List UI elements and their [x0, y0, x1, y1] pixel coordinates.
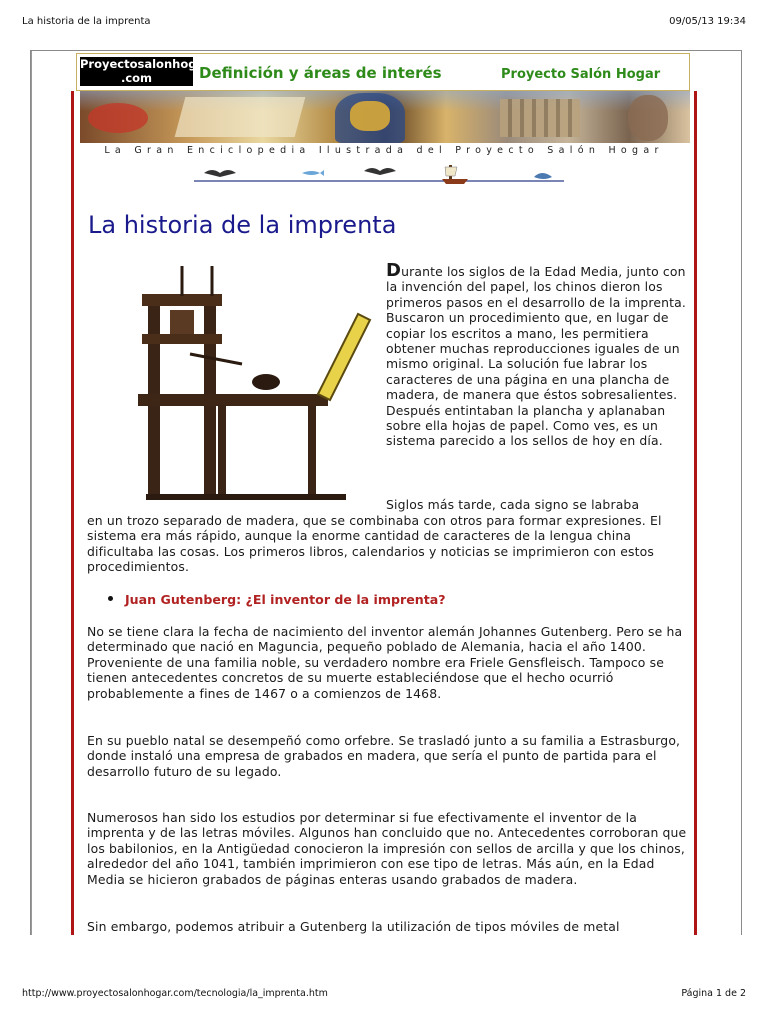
p4-text: En su pueblo natal se desempeñó como orfebre. Se trasladó junto a su familia a Estrasburgo, donde instaló una empresa de grabados en madera, que sería el punto de partida para el desarrollo futuro de su legado. — [87, 733, 681, 779]
site-logo[interactable] — [80, 57, 210, 86]
print-header — [22, 16, 746, 30]
print-footer-page: Página 1 de 2 — [681, 988, 746, 999]
page-frame — [30, 50, 742, 935]
intro-text: urante los siglos de la Edad Media, junto con la invención del papel, los chinos dieron los primeros pasos en el desarrollo de la imprenta. Buscaron un procedimiento que, en lugar de copiar los escritos a mano, les permitiera obtener muchas reproducciones iguales de un mismo original. La solución fue labrar los caracteres de una página en una plancha de madera, de manera que éstos sobresalientes. Después entintaban la plancha y aplanaban sobre ella hojas de papel. Como ves, es un sistema parecido a los sellos de hoy en día. — [386, 264, 686, 449]
bird-icon — [204, 170, 236, 177]
bird-icon — [364, 168, 396, 175]
site-brand-link[interactable]: Proyecto Salón Hogar — [501, 67, 661, 82]
p6-text: Sin embargo, podemos atribuir a Gutenberg la utilización de tipos móviles de metal — [87, 919, 620, 934]
p2-text: en un trozo separado de madera, que se combinaba con otros para formar expresiones. El sistema era más rápido, aunque la enorme cantidad de caracteres de la lengua china dificultaba las cosas. Los primeros libros, calendarios y noticias se imprimieron con estos procedimientos. — [87, 513, 662, 575]
print-header-datetime: 09/05/13 19:34 — [669, 16, 746, 27]
site-header — [76, 53, 690, 91]
fish-icon — [302, 170, 324, 176]
print-header-title: La historia de la imprenta — [22, 16, 151, 27]
printing-press-image — [108, 254, 378, 518]
page-title: La historia de la imprenta — [88, 211, 397, 239]
bullet-icon — [108, 596, 113, 601]
site-tagline: La Gran Enciclopedia Ilustrada del Proyecto Salón Hogar — [104, 145, 664, 156]
gutenberg-heading-text: Juan Gutenberg: ¿El inventor de la imprenta? — [125, 592, 446, 607]
whale-icon — [534, 173, 552, 179]
p3-text: No se tiene clara la fecha de nacimiento del inventor alemán Johannes Gutenberg. Pero se ha determinado que nació en Maguncia, pequeño poblado de Alemania, hacia el año 1400. Proveniente de una familia noble, su verdadero nombre era Friele Gensfleisch. Tampoco se tienen antecedentes concretos de su muerte estableciéndose que el hecho ocurrió probablemente a fines de 1467 o a comienzos de 1468. — [87, 624, 683, 701]
print-footer-url: http://www.proyectosalonhogar.com/tecnologia/la_imprenta.htm — [22, 988, 328, 999]
logo-line2: .com — [120, 71, 153, 85]
p2-first-line: Siglos más tarde, cada signo se labraba — [386, 497, 640, 512]
ship-icon — [442, 165, 468, 184]
gutenberg-heading — [108, 592, 446, 607]
decorative-divider — [194, 159, 574, 185]
frame-right-bar — [694, 91, 697, 935]
dropcap: D — [386, 260, 402, 281]
content-column — [74, 51, 694, 935]
site-heading-link[interactable]: Definición y áreas de interés — [199, 64, 442, 82]
p5-text: Numerosos han sido los estudios por determinar si fue efectivamente el inventor de la imprenta y de las letras móviles. Algunos han concluido que no. Antecedentes corroboran que los babilonios, en la Antigüedad conocieron la impresión con sellos de arcilla y que los chinos, alrededor del año 1041, también imprimieron con ese tipo de letras. Más aún, en la Edad Media se hicieron grabados de páginas enteras usando grabados de madera. — [87, 810, 687, 887]
frame-left-line — [31, 51, 32, 935]
logo-line1: Proyectosalonhogar — [80, 57, 210, 71]
banner-image — [80, 91, 690, 143]
intro-paragraph — [386, 260, 686, 449]
print-footer — [22, 988, 746, 1002]
